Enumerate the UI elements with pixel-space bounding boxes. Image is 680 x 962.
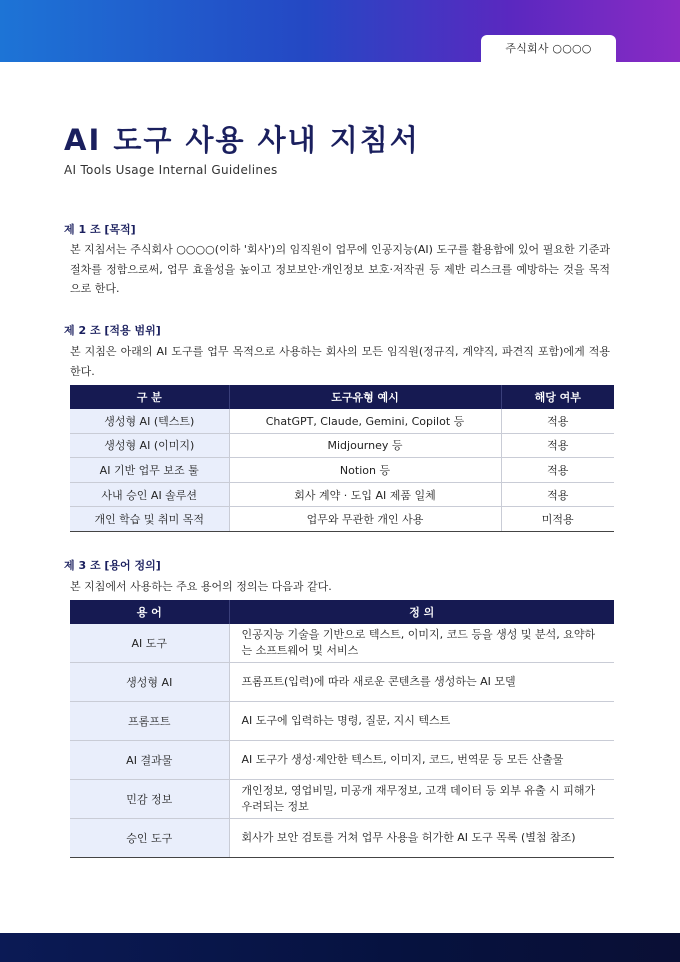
article-2-heading: 제 2 조 [적용 범위] xyxy=(64,324,161,337)
category-cell: AI 기반 업무 보조 툴 xyxy=(70,458,229,483)
definition-cell: AI 도구가 생성·제안한 텍스트, 이미지, 코드, 번역문 등 모든 산출물 xyxy=(229,741,614,780)
document-title: AI 도구 사용 사내 지침서 xyxy=(64,123,420,157)
definitions-table xyxy=(70,600,614,858)
table-row xyxy=(70,482,614,507)
footer-band xyxy=(0,933,680,962)
table-row xyxy=(70,819,614,858)
article-1-heading: 제 1 조 [목적] xyxy=(64,223,136,236)
applicability-cell: 적용 xyxy=(501,409,614,433)
column-header: 구 분 xyxy=(70,385,229,409)
table-row xyxy=(70,780,614,819)
column-header: 용 어 xyxy=(70,600,229,624)
table-row xyxy=(70,458,614,483)
table-row xyxy=(70,741,614,780)
definition-cell: AI 도구에 입력하는 명령, 질문, 지시 텍스트 xyxy=(229,702,614,741)
table-row xyxy=(70,409,614,433)
term-cell: AI 도구 xyxy=(70,624,229,663)
document-subtitle: AI Tools Usage Internal Guidelines xyxy=(64,163,278,177)
definition-cell: 개인정보, 영업비밀, 미공개 재무정보, 고객 데이터 등 외부 유출 시 피해가 우려되는 정보 xyxy=(229,780,614,819)
article-1-body: 본 지침서는 주식회사 ○○○○(이하 '회사')의 임직원이 업무에 인공지능(AI) 도구를 활용함에 있어 필요한 기준과 절차를 정함으로써, 업무 효율성을 높이고 정보보안·개인정보 보호·저작권 등 제반 리스크를 예방하는 것을 목적으로 한다. xyxy=(70,243,610,295)
term-cell: AI 결과물 xyxy=(70,741,229,780)
column-header: 정 의 xyxy=(229,600,614,624)
table-row xyxy=(70,702,614,741)
column-header: 도구유형 예시 xyxy=(229,385,501,409)
applicability-cell: 적용 xyxy=(501,482,614,507)
example-cell: Midjourney 등 xyxy=(229,433,501,458)
article-2-body: 본 지침은 아래의 AI 도구를 업무 목적으로 사용하는 회사의 모든 임직원(정규직, 계약직, 파견직 포함)에게 적용한다. xyxy=(70,345,610,378)
table-row xyxy=(70,663,614,702)
example-cell: ChatGPT, Claude, Gemini, Copilot 등 xyxy=(229,409,501,433)
table-row xyxy=(70,507,614,532)
category-cell: 생성형 AI (텍스트) xyxy=(70,409,229,433)
term-cell: 민감 정보 xyxy=(70,780,229,819)
example-cell: 회사 계약 · 도입 AI 제품 일체 xyxy=(229,482,501,507)
applicability-cell: 미적용 xyxy=(501,507,614,532)
definition-cell: 프롬프트(입력)에 따라 새로운 콘텐츠를 생성하는 AI 모델 xyxy=(229,663,614,702)
applicability-cell: 적용 xyxy=(501,433,614,458)
example-cell: Notion 등 xyxy=(229,458,501,483)
term-cell: 생성형 AI xyxy=(70,663,229,702)
definition-cell: 인공지능 기술을 기반으로 텍스트, 이미지, 코드 등을 생성 및 분석, 요약하는 소프트웨어 및 서비스 xyxy=(229,624,614,663)
company-name-tab: 주식회사 ○○○○ xyxy=(481,35,616,63)
definition-cell: 회사가 보안 검토를 거쳐 업무 사용을 허가한 AI 도구 목록 (별첨 참조) xyxy=(229,819,614,858)
table-header-row xyxy=(70,385,614,409)
article-3-heading: 제 3 조 [용어 정의] xyxy=(64,559,161,572)
article-3-body: 본 지침에서 사용하는 주요 용어의 정의는 다음과 같다. xyxy=(70,580,332,593)
term-cell: 승인 도구 xyxy=(70,819,229,858)
column-header: 해당 여부 xyxy=(501,385,614,409)
example-cell: 업무와 무관한 개인 사용 xyxy=(229,507,501,532)
scope-table xyxy=(70,385,614,532)
category-cell: 개인 학습 및 취미 목적 xyxy=(70,507,229,532)
category-cell: 사내 승인 AI 솔루션 xyxy=(70,482,229,507)
table-row xyxy=(70,624,614,663)
term-cell: 프롬프트 xyxy=(70,702,229,741)
category-cell: 생성형 AI (이미지) xyxy=(70,433,229,458)
table-row xyxy=(70,433,614,458)
applicability-cell: 적용 xyxy=(501,458,614,483)
table-header-row xyxy=(70,600,614,624)
